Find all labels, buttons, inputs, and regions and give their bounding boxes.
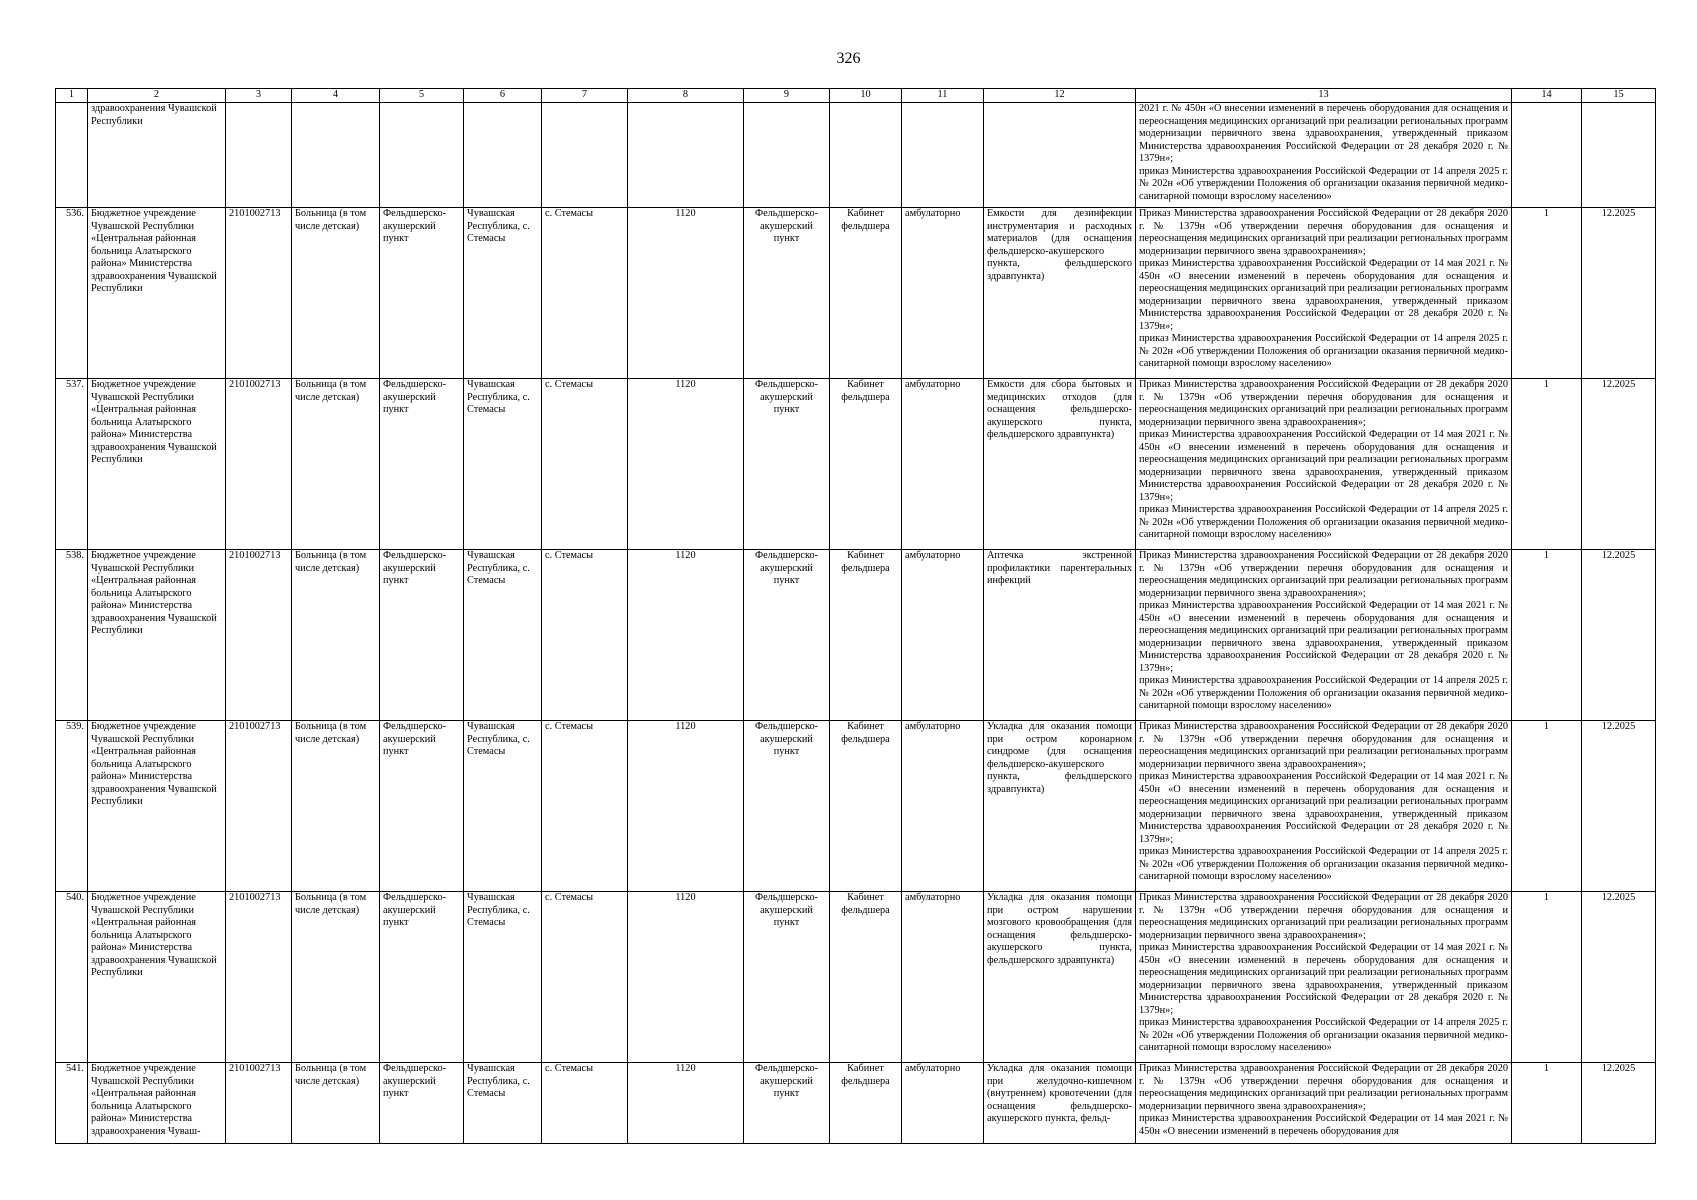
column-header: 12 [984, 89, 1136, 103]
settlement-cell: с. Стемасы [542, 550, 628, 721]
organization-cell: Бюджетное учреждение Чувашской Республики «Центральная районная больница Алатырского района» Министерства здравоохранения Чувашской Республики [88, 379, 226, 550]
code-cell: 1120 [628, 208, 744, 379]
quantity-cell: 1 [1512, 379, 1582, 550]
table-row [56, 1063, 1656, 1144]
care-mode-cell: амбулаторно [902, 208, 984, 379]
unit-cell: Фельдшерско-акушерский пункт [380, 1063, 464, 1144]
date-cell: 12.2025 [1582, 1063, 1656, 1144]
unit-cell: Фельдшерско-акушерский пункт [380, 721, 464, 892]
organization-cell: Бюджетное учреждение Чувашской Республики «Центральная районная больница Алатырского района» Министерства здравоохранения Чувашской Республики [88, 208, 226, 379]
institution-type-cell: Больница (в том числе детская) [292, 379, 380, 550]
care-mode-cell: амбулаторно [902, 892, 984, 1063]
address-cell: Чувашская Республика, с. Стемасы [464, 208, 542, 379]
subdivision-cell: Фельдшерско-акушерский пункт [744, 208, 830, 379]
institution-type-cell: Больница (в том числе детская) [292, 721, 380, 892]
room-cell: Кабинет фельдшера [830, 892, 902, 1063]
equipment-cell: Укладка для оказания помощи при остром коронарном синдроме (для оснащения фельдшерско-акушерского пункта, фельдшерского здравпункта) [984, 721, 1136, 892]
organization-cell: Бюджетное учреждение Чувашской Республики «Центральная районная больница Алатырского района» Министерства здравоохранения Чуваш- [88, 1063, 226, 1144]
room-cell: Кабинет фельдшера [830, 550, 902, 721]
institution-type-cell: Больница (в том числе детская) [292, 550, 380, 721]
legal-basis-cell: Приказ Министерства здравоохранения Российской Федерации от 28 декабря 2020 г. № 1379н «Об утверждении перечня оборудования для оснащения и переоснащения медицинских организаций при реализации региональных программ модернизации первичного звена здравоохранения»; приказ Министерства здравоохранения Российской Федерации от 14 мая 2021 г. № 450н «О внесении изменений в перечень оборудования для оснащения и переоснащения медицинских организаций при реализации региональных программ модернизации первичного звена здравоохранения, утвержденный приказом Министерства здравоохранения Российской Федерации от 28 декабря 2020 г. № 1379н»; приказ Министерства здравоохранения Российской Федерации от 14 апреля 2025 г. № 202н «Об утверждении Положения об организации оказания первичной медико-санитарной помощи взрослому населению» [1136, 379, 1512, 550]
subdivision-cell: Фельдшерско-акушерский пункт [744, 379, 830, 550]
care-mode-cell: амбулаторно [902, 1063, 984, 1144]
date-cell: 12.2025 [1582, 721, 1656, 892]
column-header: 4 [292, 89, 380, 103]
care-mode-cell: амбулаторно [902, 379, 984, 550]
continued-row [56, 103, 1656, 208]
quantity-cell: 1 [1512, 208, 1582, 379]
legal-basis-cell: Приказ Министерства здравоохранения Российской Федерации от 28 декабря 2020 г. № 1379н «Об утверждении перечня оборудования для оснащения и переоснащения медицинских организаций при реализации региональных программ модернизации первичного звена здравоохранения»; приказ Министерства здравоохранения Российской Федерации от 14 мая 2021 г. № 450н «О внесении изменений в перечень оборудования для оснащения и переоснащения медицинских организаций при реализации региональных программ модернизации первичного звена здравоохранения, утвержденный приказом Министерства здравоохранения Российской Федерации от 28 декабря 2020 г. № 1379н»; приказ Министерства здравоохранения Российской Федерации от 14 апреля 2025 г. № 202н «Об утверждении Положения об организации оказания первичной медико-санитарной помощи взрослому населению» [1136, 892, 1512, 1063]
column-header: 14 [1512, 89, 1582, 103]
inn-cell: 2101002713 [226, 550, 292, 721]
equipment-cell: Укладка для оказания помощи при остром нарушении мозгового кровообращения (для оснащения фельдшерско-акушерского пункта, фельдшерского здравпункта) [984, 892, 1136, 1063]
care-mode-cell: амбулаторно [902, 721, 984, 892]
settlement-cell: с. Стемасы [542, 379, 628, 550]
unit-cell: Фельдшерско-акушерский пункт [380, 208, 464, 379]
legal-basis-cell: Приказ Министерства здравоохранения Российской Федерации от 28 декабря 2020 г. № 1379н «Об утверждении перечня оборудования для оснащения и переоснащения медицинских организаций при реализации региональных программ модернизации первичного звена здравоохранения»; приказ Министерства здравоохранения Российской Федерации от 14 мая 2021 г. № 450н «О внесении изменений в перечень оборудования для оснащения и переоснащения медицинских организаций при реализации региональных программ модернизации первичного звена здравоохранения, утвержденный приказом Министерства здравоохранения Российской Федерации от 28 декабря 2020 г. № 1379н»; приказ Министерства здравоохранения Российской Федерации от 14 апреля 2025 г. № 202н «Об утверждении Положения об организации оказания первичной медико-санитарной помощи взрослому населению» [1136, 550, 1512, 721]
address-cell: Чувашская Республика, с. Стемасы [464, 1063, 542, 1144]
column-header: 9 [744, 89, 830, 103]
organization-cell: здравоохранения Чувашской Республики [88, 103, 226, 208]
equipment-cell: Емкости для сбора бытовых и медицинских отходов (для оснащения фельдшерско-акушерского пункта, фельдшерского здравпункта) [984, 379, 1136, 550]
code-cell: 1120 [628, 892, 744, 1063]
row-number-cell: 538. [56, 550, 88, 721]
inn-cell: 2101002713 [226, 208, 292, 379]
equipment-cell: Укладка для оказания помощи при желудочно-кишечном (внутреннем) кровотечении (для оснащения фельдшерско-акушерского пункта, фельд- [984, 1063, 1136, 1144]
address-cell: Чувашская Республика, с. Стемасы [464, 721, 542, 892]
legal-basis-cell: 2021 г. № 450н «О внесении изменений в перечень оборудования для оснащения и переоснащения медицинских организаций при реализации региональных программ модернизации первичного звена здравоохранения, утвержденный приказом Министерства здравоохранения Российской Федерации от 28 декабря 2020 г. № 1379н»; приказ Министерства здравоохранения Российской Федерации от 14 апреля 2025 г. № 202н «Об утверждении Положения об организации оказания первичной медико-санитарной помощи взрослому населению» [1136, 103, 1512, 208]
quantity-cell: 1 [1512, 550, 1582, 721]
settlement-cell: с. Стемасы [542, 892, 628, 1063]
equipment-cell: Аптечка экстренной профилактики парентеральных инфекций [984, 550, 1136, 721]
legal-basis-cell: Приказ Министерства здравоохранения Российской Федерации от 28 декабря 2020 г. № 1379н «Об утверждении перечня оборудования для оснащения и переоснащения медицинских организаций при реализации региональных программ модернизации первичного звена здравоохранения»; приказ Министерства здравоохранения Российской Федерации от 14 мая 2021 г. № 450н «О внесении изменений в перечень оборудования для оснащения и переоснащения медицинских организаций при реализации региональных программ модернизации первичного звена здравоохранения, утвержденный приказом Министерства здравоохранения Российской Федерации от 28 декабря 2020 г. № 1379н»; приказ Министерства здравоохранения Российской Федерации от 14 апреля 2025 г. № 202н «Об утверждении Положения об организации оказания первичной медико-санитарной помощи взрослому населению» [1136, 721, 1512, 892]
table-row [56, 892, 1656, 1063]
column-number-header [56, 89, 1656, 103]
date-cell: 12.2025 [1582, 379, 1656, 550]
subdivision-cell: Фельдшерско-акушерский пункт [744, 892, 830, 1063]
unit-cell: Фельдшерско-акушерский пункт [380, 379, 464, 550]
subdivision-cell: Фельдшерско-акушерский пункт [744, 1063, 830, 1144]
institution-type-cell: Больница (в том числе детская) [292, 208, 380, 379]
column-header: 6 [464, 89, 542, 103]
table-row [56, 721, 1656, 892]
room-cell: Кабинет фельдшера [830, 379, 902, 550]
equipment-cell: Емкости для дезинфекции инструментария и расходных материалов (для оснащения фельдшерско-акушерского пункта, фельдшерского здравпункта) [984, 208, 1136, 379]
room-cell: Кабинет фельдшера [830, 1063, 902, 1144]
column-header: 3 [226, 89, 292, 103]
code-cell: 1120 [628, 379, 744, 550]
address-cell: Чувашская Республика, с. Стемасы [464, 550, 542, 721]
organization-cell: Бюджетное учреждение Чувашской Республики «Центральная районная больница Алатырского района» Министерства здравоохранения Чувашской Республики [88, 550, 226, 721]
date-cell: 12.2025 [1582, 550, 1656, 721]
inn-cell: 2101002713 [226, 1063, 292, 1144]
subdivision-cell: Фельдшерско-акушерский пункт [744, 550, 830, 721]
legal-basis-cell: Приказ Министерства здравоохранения Российской Федерации от 28 декабря 2020 г. № 1379н «Об утверждении перечня оборудования для оснащения и переоснащения медицинских организаций при реализации региональных программ модернизации первичного звена здравоохранения»; приказ Министерства здравоохранения Российской Федерации от 14 мая 2021 г. № 450н «О внесении изменений в перечень оборудования для [1136, 1063, 1512, 1144]
organization-cell: Бюджетное учреждение Чувашской Республики «Центральная районная больница Алатырского района» Министерства здравоохранения Чувашской Республики [88, 892, 226, 1063]
row-number-cell: 539. [56, 721, 88, 892]
code-cell: 1120 [628, 550, 744, 721]
institution-type-cell: Больница (в том числе детская) [292, 1063, 380, 1144]
column-header: 15 [1582, 89, 1656, 103]
quantity-cell: 1 [1512, 1063, 1582, 1144]
settlement-cell: с. Стемасы [542, 208, 628, 379]
inn-cell: 2101002713 [226, 379, 292, 550]
inn-cell: 2101002713 [226, 892, 292, 1063]
unit-cell: Фельдшерско-акушерский пункт [380, 550, 464, 721]
legal-basis-cell: Приказ Министерства здравоохранения Российской Федерации от 28 декабря 2020 г. № 1379н «Об утверждении перечня оборудования для оснащения и переоснащения медицинских организаций при реализации региональных программ модернизации первичного звена здравоохранения»; приказ Министерства здравоохранения Российской Федерации от 14 мая 2021 г. № 450н «О внесении изменений в перечень оборудования для оснащения и переоснащения медицинских организаций при реализации региональных программ модернизации первичного звена здравоохранения, утвержденный приказом Министерства здравоохранения Российской Федерации от 28 декабря 2020 г. № 1379н»; приказ Министерства здравоохранения Российской Федерации от 14 апреля 2025 г. № 202н «Об утверждении Положения об организации оказания первичной медико-санитарной помощи взрослому населению» [1136, 208, 1512, 379]
table-row [56, 550, 1656, 721]
row-number-cell: 541. [56, 1063, 88, 1144]
column-header: 13 [1136, 89, 1512, 103]
room-cell: Кабинет фельдшера [830, 208, 902, 379]
settlement-cell: с. Стемасы [542, 721, 628, 892]
column-header: 7 [542, 89, 628, 103]
row-number-cell: 540. [56, 892, 88, 1063]
settlement-cell: с. Стемасы [542, 1063, 628, 1144]
column-header: 8 [628, 89, 744, 103]
column-header: 10 [830, 89, 902, 103]
column-header: 2 [88, 89, 226, 103]
inn-cell: 2101002713 [226, 721, 292, 892]
institution-type-cell: Больница (в том числе детская) [292, 892, 380, 1063]
quantity-cell: 1 [1512, 892, 1582, 1063]
organization-cell: Бюджетное учреждение Чувашской Республики «Центральная районная больница Алатырского района» Министерства здравоохранения Чувашской Республики [88, 721, 226, 892]
column-header: 1 [56, 89, 88, 103]
quantity-cell: 1 [1512, 721, 1582, 892]
page-number: 326 [836, 50, 861, 67]
address-cell: Чувашская Республика, с. Стемасы [464, 892, 542, 1063]
equipment-table [55, 88, 1656, 1144]
address-cell: Чувашская Республика, с. Стемасы [464, 379, 542, 550]
row-number-cell: 536. [56, 208, 88, 379]
room-cell: Кабинет фельдшера [830, 721, 902, 892]
code-cell: 1120 [628, 1063, 744, 1144]
table-row [56, 208, 1656, 379]
column-header: 5 [380, 89, 464, 103]
date-cell: 12.2025 [1582, 208, 1656, 379]
table-row [56, 379, 1656, 550]
code-cell: 1120 [628, 721, 744, 892]
care-mode-cell: амбулаторно [902, 550, 984, 721]
unit-cell: Фельдшерско-акушерский пункт [380, 892, 464, 1063]
column-header: 11 [902, 89, 984, 103]
date-cell: 12.2025 [1582, 892, 1656, 1063]
row-number-cell: 537. [56, 379, 88, 550]
subdivision-cell: Фельдшерско-акушерский пункт [744, 721, 830, 892]
